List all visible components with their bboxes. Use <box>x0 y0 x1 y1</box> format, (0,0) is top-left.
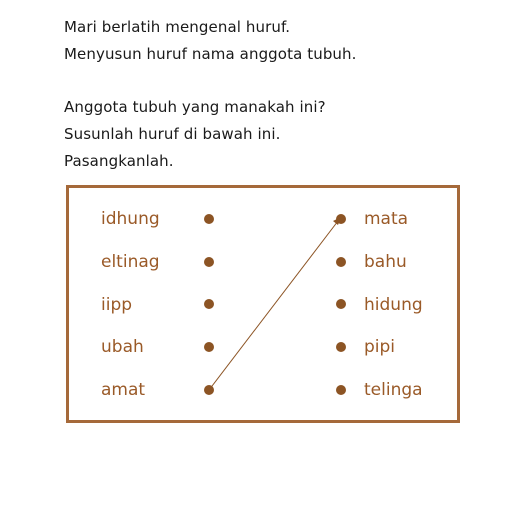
left-word-amat: amat <box>101 380 146 400</box>
intro-text <box>64 14 357 175</box>
right-dot-5[interactable] <box>336 385 346 395</box>
instruction-line-2: Susunlah huruf di bawah ini. <box>64 125 281 143</box>
right-dot-1[interactable] <box>336 214 346 224</box>
left-dot-4[interactable] <box>204 342 214 352</box>
left-dot-2[interactable] <box>204 257 214 267</box>
left-word-eltinag: eltinag <box>101 252 160 272</box>
right-word-bahu: bahu <box>364 252 407 272</box>
right-dot-3[interactable] <box>336 299 346 309</box>
instruction-line-3: Pasangkanlah. <box>64 152 174 170</box>
intro-line-1: Mari berlatih mengenal huruf. <box>64 18 291 36</box>
left-dot-5[interactable] <box>204 385 214 395</box>
right-dot-4[interactable] <box>336 342 346 352</box>
intro-line-2: Menyusun huruf nama anggota tubuh. <box>64 45 357 63</box>
left-word-iipp: iipp <box>101 295 133 315</box>
right-word-hidung: hidung <box>364 295 423 315</box>
left-dot-1[interactable] <box>204 214 214 224</box>
right-word-telinga: telinga <box>364 380 423 400</box>
right-word-pipi: pipi <box>364 337 396 357</box>
left-word-idhung: idhung <box>101 209 160 229</box>
paragraph-gap <box>64 68 357 94</box>
left-dot-3[interactable] <box>204 299 214 309</box>
left-word-ubah: ubah <box>101 337 144 357</box>
instruction-line-1: Anggota tubuh yang manakah ini? <box>64 98 326 116</box>
right-dot-2[interactable] <box>336 257 346 267</box>
right-word-mata: mata <box>364 209 409 229</box>
